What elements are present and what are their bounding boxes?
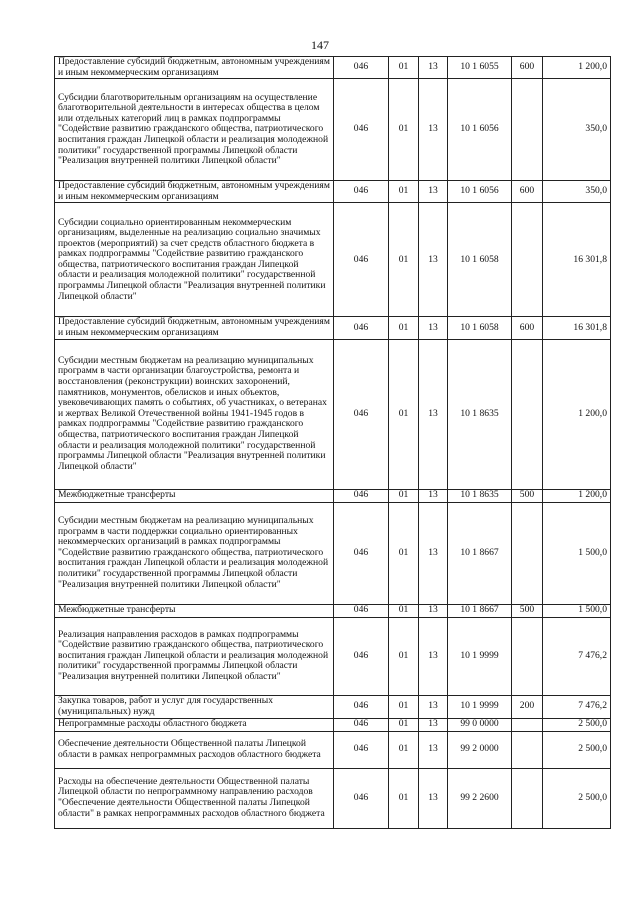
- section-code-cell: 01: [389, 57, 419, 79]
- expense-type-cell: [512, 203, 543, 317]
- expense-type-cell: [512, 502, 543, 604]
- table-row: [55, 502, 611, 604]
- target-article-cell: 10 1 9999: [448, 695, 512, 718]
- subsection-code-cell: 13: [419, 731, 448, 768]
- table-row: [55, 731, 611, 768]
- expense-type-cell: 600: [512, 181, 543, 203]
- expense-type-cell: [512, 768, 543, 828]
- table-row: [55, 718, 611, 731]
- expense-type-cell: 600: [512, 317, 543, 339]
- section-code-cell: 01: [389, 317, 419, 339]
- expense-type-cell: [512, 617, 543, 695]
- table-row: [55, 617, 611, 695]
- subsection-code-cell: 13: [419, 79, 448, 181]
- amount-cell: 350,0: [543, 181, 611, 203]
- subsection-code-cell: 13: [419, 695, 448, 718]
- amount-cell: 16 301,8: [543, 317, 611, 339]
- target-article-cell: 10 1 6055: [448, 57, 512, 79]
- expense-name-cell: Субсидии местным бюджетам на реализацию муниципальных программ в части поддержки социально ориентированных некоммерческих организаций в рамках подпрограммы "Содействие развитию гражданского общества, патриотического воспитания граждан Липецкой области и реализация молодежной политики" государственной программы Липецкой области "Реализация внутренней политики Липецкой области": [55, 502, 334, 604]
- table-row: [55, 768, 611, 828]
- expense-name-cell: Предоставление субсидий бюджетным, автономным учреждениям и иным некоммерческим организациям: [55, 57, 334, 79]
- section-code-cell: 01: [389, 718, 419, 731]
- amount-cell: 350,0: [543, 79, 611, 181]
- table-row: [55, 57, 611, 79]
- subsection-code-cell: 13: [419, 489, 448, 502]
- target-article-cell: 10 1 6056: [448, 79, 512, 181]
- target-article-cell: 10 1 8635: [448, 339, 512, 489]
- expense-name-cell: Предоставление субсидий бюджетным, автономным учреждениям и иным некоммерческим организациям: [55, 317, 334, 339]
- expense-name-cell: Расходы на обеспечение деятельности Общественной палаты Липецкой области по непрограммному направлению расходов "Обеспечение деятельности Общественной палаты Липецкой области" в рамках непрограммных расходов областного бюджета: [55, 768, 334, 828]
- amount-cell: 2 500,0: [543, 718, 611, 731]
- table-row: [55, 181, 611, 203]
- subsection-code-cell: 13: [419, 617, 448, 695]
- target-article-cell: 10 1 6058: [448, 203, 512, 317]
- amount-cell: 1 200,0: [543, 489, 611, 502]
- subsection-code-cell: 13: [419, 57, 448, 79]
- ministry-code-cell: 046: [334, 339, 389, 489]
- subsection-code-cell: 13: [419, 604, 448, 617]
- section-code-cell: 01: [389, 695, 419, 718]
- section-code-cell: 01: [389, 203, 419, 317]
- section-code-cell: 01: [389, 604, 419, 617]
- subsection-code-cell: 13: [419, 203, 448, 317]
- subsection-code-cell: 13: [419, 718, 448, 731]
- expense-name-cell: Обеспечение деятельности Общественной палаты Липецкой области в рамках непрограммных расходов областного бюджета: [55, 731, 334, 768]
- target-article-cell: 10 1 6058: [448, 317, 512, 339]
- target-article-cell: 10 1 8667: [448, 502, 512, 604]
- ministry-code-cell: 046: [334, 731, 389, 768]
- ministry-code-cell: 046: [334, 617, 389, 695]
- expense-type-cell: 500: [512, 604, 543, 617]
- amount-cell: 16 301,8: [543, 203, 611, 317]
- ministry-code-cell: 046: [334, 502, 389, 604]
- target-article-cell: 10 1 8667: [448, 604, 512, 617]
- ministry-code-cell: 046: [334, 695, 389, 718]
- target-article-cell: 10 1 6056: [448, 181, 512, 203]
- expense-name-cell: Реализация направления расходов в рамках подпрограммы "Содействие развитию гражданского общества, патриотического воспитания граждан Липецкой области и реализация молодежной политики" государственной программы Липецкой области "Реализация внутренней политики Липецкой области": [55, 617, 334, 695]
- target-article-cell: 99 0 0000: [448, 718, 512, 731]
- table-row: [55, 604, 611, 617]
- section-code-cell: 01: [389, 181, 419, 203]
- expense-type-cell: 200: [512, 695, 543, 718]
- section-code-cell: 01: [389, 339, 419, 489]
- expense-type-cell: [512, 339, 543, 489]
- amount-cell: 1 200,0: [543, 57, 611, 79]
- amount-cell: 2 500,0: [543, 731, 611, 768]
- expense-name-cell: Субсидии социально ориентированным некоммерческим организациям, выделенные на реализацию социально значимых проектов (мероприятий) за счет средств областного бюджета в рамках подпрограммы "Содействие развитию гражданского общества, патриотического воспитания граждан Липецкой области и реализация молодежной политики" государственной программы Липецкой области "Реализация внутренней политики Липецкой области": [55, 203, 334, 317]
- table-row: [55, 79, 611, 181]
- expense-name-cell: Предоставление субсидий бюджетным, автономным учреждениям и иным некоммерческим организациям: [55, 181, 334, 203]
- table-row: [55, 203, 611, 317]
- expense-type-cell: [512, 718, 543, 731]
- subsection-code-cell: 13: [419, 181, 448, 203]
- expense-name-cell: Непрограммные расходы областного бюджета: [55, 718, 334, 731]
- section-code-cell: 01: [389, 731, 419, 768]
- ministry-code-cell: 046: [334, 604, 389, 617]
- amount-cell: 1 500,0: [543, 604, 611, 617]
- ministry-code-cell: 046: [334, 489, 389, 502]
- ministry-code-cell: 046: [334, 718, 389, 731]
- table-row: [55, 695, 611, 718]
- expense-type-cell: [512, 79, 543, 181]
- expense-type-cell: [512, 731, 543, 768]
- target-article-cell: 99 2 0000: [448, 731, 512, 768]
- amount-cell: 7 476,2: [543, 695, 611, 718]
- target-article-cell: 99 2 2600: [448, 768, 512, 828]
- section-code-cell: 01: [389, 617, 419, 695]
- page-number: 147: [311, 38, 329, 52]
- subsection-code-cell: 13: [419, 339, 448, 489]
- ministry-code-cell: 046: [334, 79, 389, 181]
- amount-cell: 7 476,2: [543, 617, 611, 695]
- amount-cell: 1 200,0: [543, 339, 611, 489]
- ministry-code-cell: 046: [334, 181, 389, 203]
- expense-name-cell: Закупка товаров, работ и услуг для государственных (муниципальных) нужд: [55, 695, 334, 718]
- target-article-cell: 10 1 9999: [448, 617, 512, 695]
- amount-cell: 2 500,0: [543, 768, 611, 828]
- section-code-cell: 01: [389, 768, 419, 828]
- subsection-code-cell: 13: [419, 317, 448, 339]
- expense-name-cell: Субсидии благотворительным организациям на осуществление благотворительной деятельности в интересах общества в целом или отдельных категорий лиц в рамках подпрограммы "Содействие развитию гражданского общества, патриотического воспитания граждан Липецкой области и реализация молодежной политики" государственной программы Липецкой области "Реализация внутренней политики Липецкой области": [55, 79, 334, 181]
- table-row: [55, 489, 611, 502]
- table-row: [55, 317, 611, 339]
- ministry-code-cell: 046: [334, 317, 389, 339]
- expense-name-cell: Межбюджетные трансферты: [55, 489, 334, 502]
- section-code-cell: 01: [389, 79, 419, 181]
- table-row: [55, 339, 611, 489]
- expense-name-cell: Субсидии местным бюджетам на реализацию муниципальных программ в части организации благоустройства, ремонта и восстановления (реконструкции) воинских захоронений, памятников, монументов, обелисков и иных объектов, увековечивающих память о событиях, об участниках, о ветеранах и жертвах Великой Отечественной войны 1941-1945 годов в рамках подпрограммы "Содействие развитию гражданского общества, патриотического воспитания граждан Липецкой области и реализация молодежной политики" государственной программы Липецкой области "Реализация внутренней политики Липецкой области": [55, 339, 334, 489]
- section-code-cell: 01: [389, 489, 419, 502]
- subsection-code-cell: 13: [419, 768, 448, 828]
- expense-type-cell: 500: [512, 489, 543, 502]
- ministry-code-cell: 046: [334, 203, 389, 317]
- ministry-code-cell: 046: [334, 57, 389, 79]
- ministry-code-cell: 046: [334, 768, 389, 828]
- amount-cell: 1 500,0: [543, 502, 611, 604]
- expense-type-cell: 600: [512, 57, 543, 79]
- subsection-code-cell: 13: [419, 502, 448, 604]
- section-code-cell: 01: [389, 502, 419, 604]
- budget-table: [54, 56, 611, 829]
- target-article-cell: 10 1 8635: [448, 489, 512, 502]
- expense-name-cell: Межбюджетные трансферты: [55, 604, 334, 617]
